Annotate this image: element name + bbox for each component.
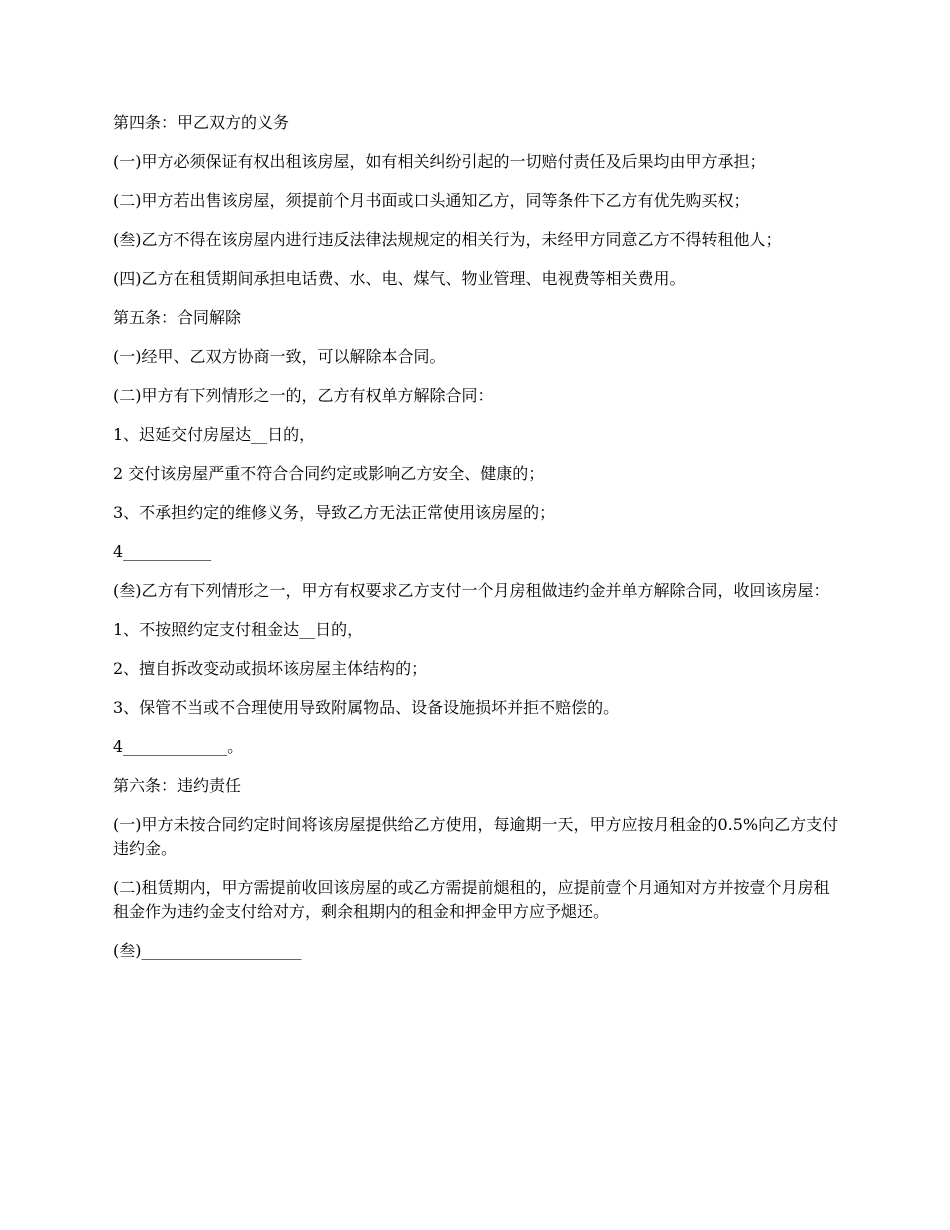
article-5-clause-2: (二)甲方有下列情形之一的，乙方有权单方解除合同： [113, 386, 494, 405]
list-item: 1、迟延交付房屋达__日的， [113, 425, 316, 444]
article-6-clause-2: (二)租赁期内，甲方需提前收回该房屋的或乙方需提前煺租的，应提前壹个月通知对方并按壹个月房租租金作为违约金支付给对方，剩余租期内的租金和押金甲方应予煺还。 [113, 878, 830, 921]
article-4-clause-4: (四)乙方在租赁期间承担电话费、水、电、煤气、物业管理、电视费等相关费用。 [113, 269, 686, 288]
article-4-clause-2: (二)甲方若出售该房屋，须提前个月书面或口头通知乙方，同等条件下乙方有优先购买权； [113, 191, 750, 210]
list-item: 2 交付该房屋严重不符合合同约定或影响乙方安全、健康的； [113, 464, 545, 483]
article-4-heading: 第四条：甲乙双方的义务 [113, 113, 290, 132]
article-6-clause-3-blank: (叁)____________________ [113, 941, 302, 960]
article-4-clause-1: (一)甲方必须保证有权出租该房屋，如有相关纠纷引起的一切赔付责任及后果均由甲方承担； [113, 152, 766, 171]
list-item-blank: 4_____________。 [113, 737, 244, 756]
article-5-heading: 第五条：合同解除 [113, 308, 242, 327]
list-item-blank: 4___________ [113, 542, 212, 561]
article-6-clause-1: (一)甲方未按合同约定时间将该房屋提供给乙方使用，每逾期一天，甲方应按月租金的0.5%向乙方支付违约金。 [113, 815, 839, 858]
article-5-clause-1: (一)经甲、乙双方协商一致，可以解除本合同。 [113, 347, 446, 366]
article-4-clause-3: (叁)乙方不得在该房屋内进行违反法律法规规定的相关行为，未经甲方同意乙方不得转租他人； [113, 230, 782, 249]
article-5-clause-3: (叁)乙方有下列情形之一，甲方有权要求乙方支付一个月房租做违约金并单方解除合同，收回该房屋： [113, 581, 830, 600]
list-item: 3、不承担约定的维修义务，导致乙方无法正常使用该房屋的； [113, 503, 556, 522]
list-item: 3、保管不当或不合理使用导致附属物品、设备设施损坏并拒不赔偿的。 [113, 698, 620, 717]
list-item: 2、擅自拆改变动或损坏该房屋主体结构的； [113, 659, 428, 678]
article-6-heading: 第六条：违约责任 [113, 776, 242, 795]
document-body [113, 111, 843, 978]
list-item: 1、不按照约定支付租金达__日的， [113, 620, 364, 639]
